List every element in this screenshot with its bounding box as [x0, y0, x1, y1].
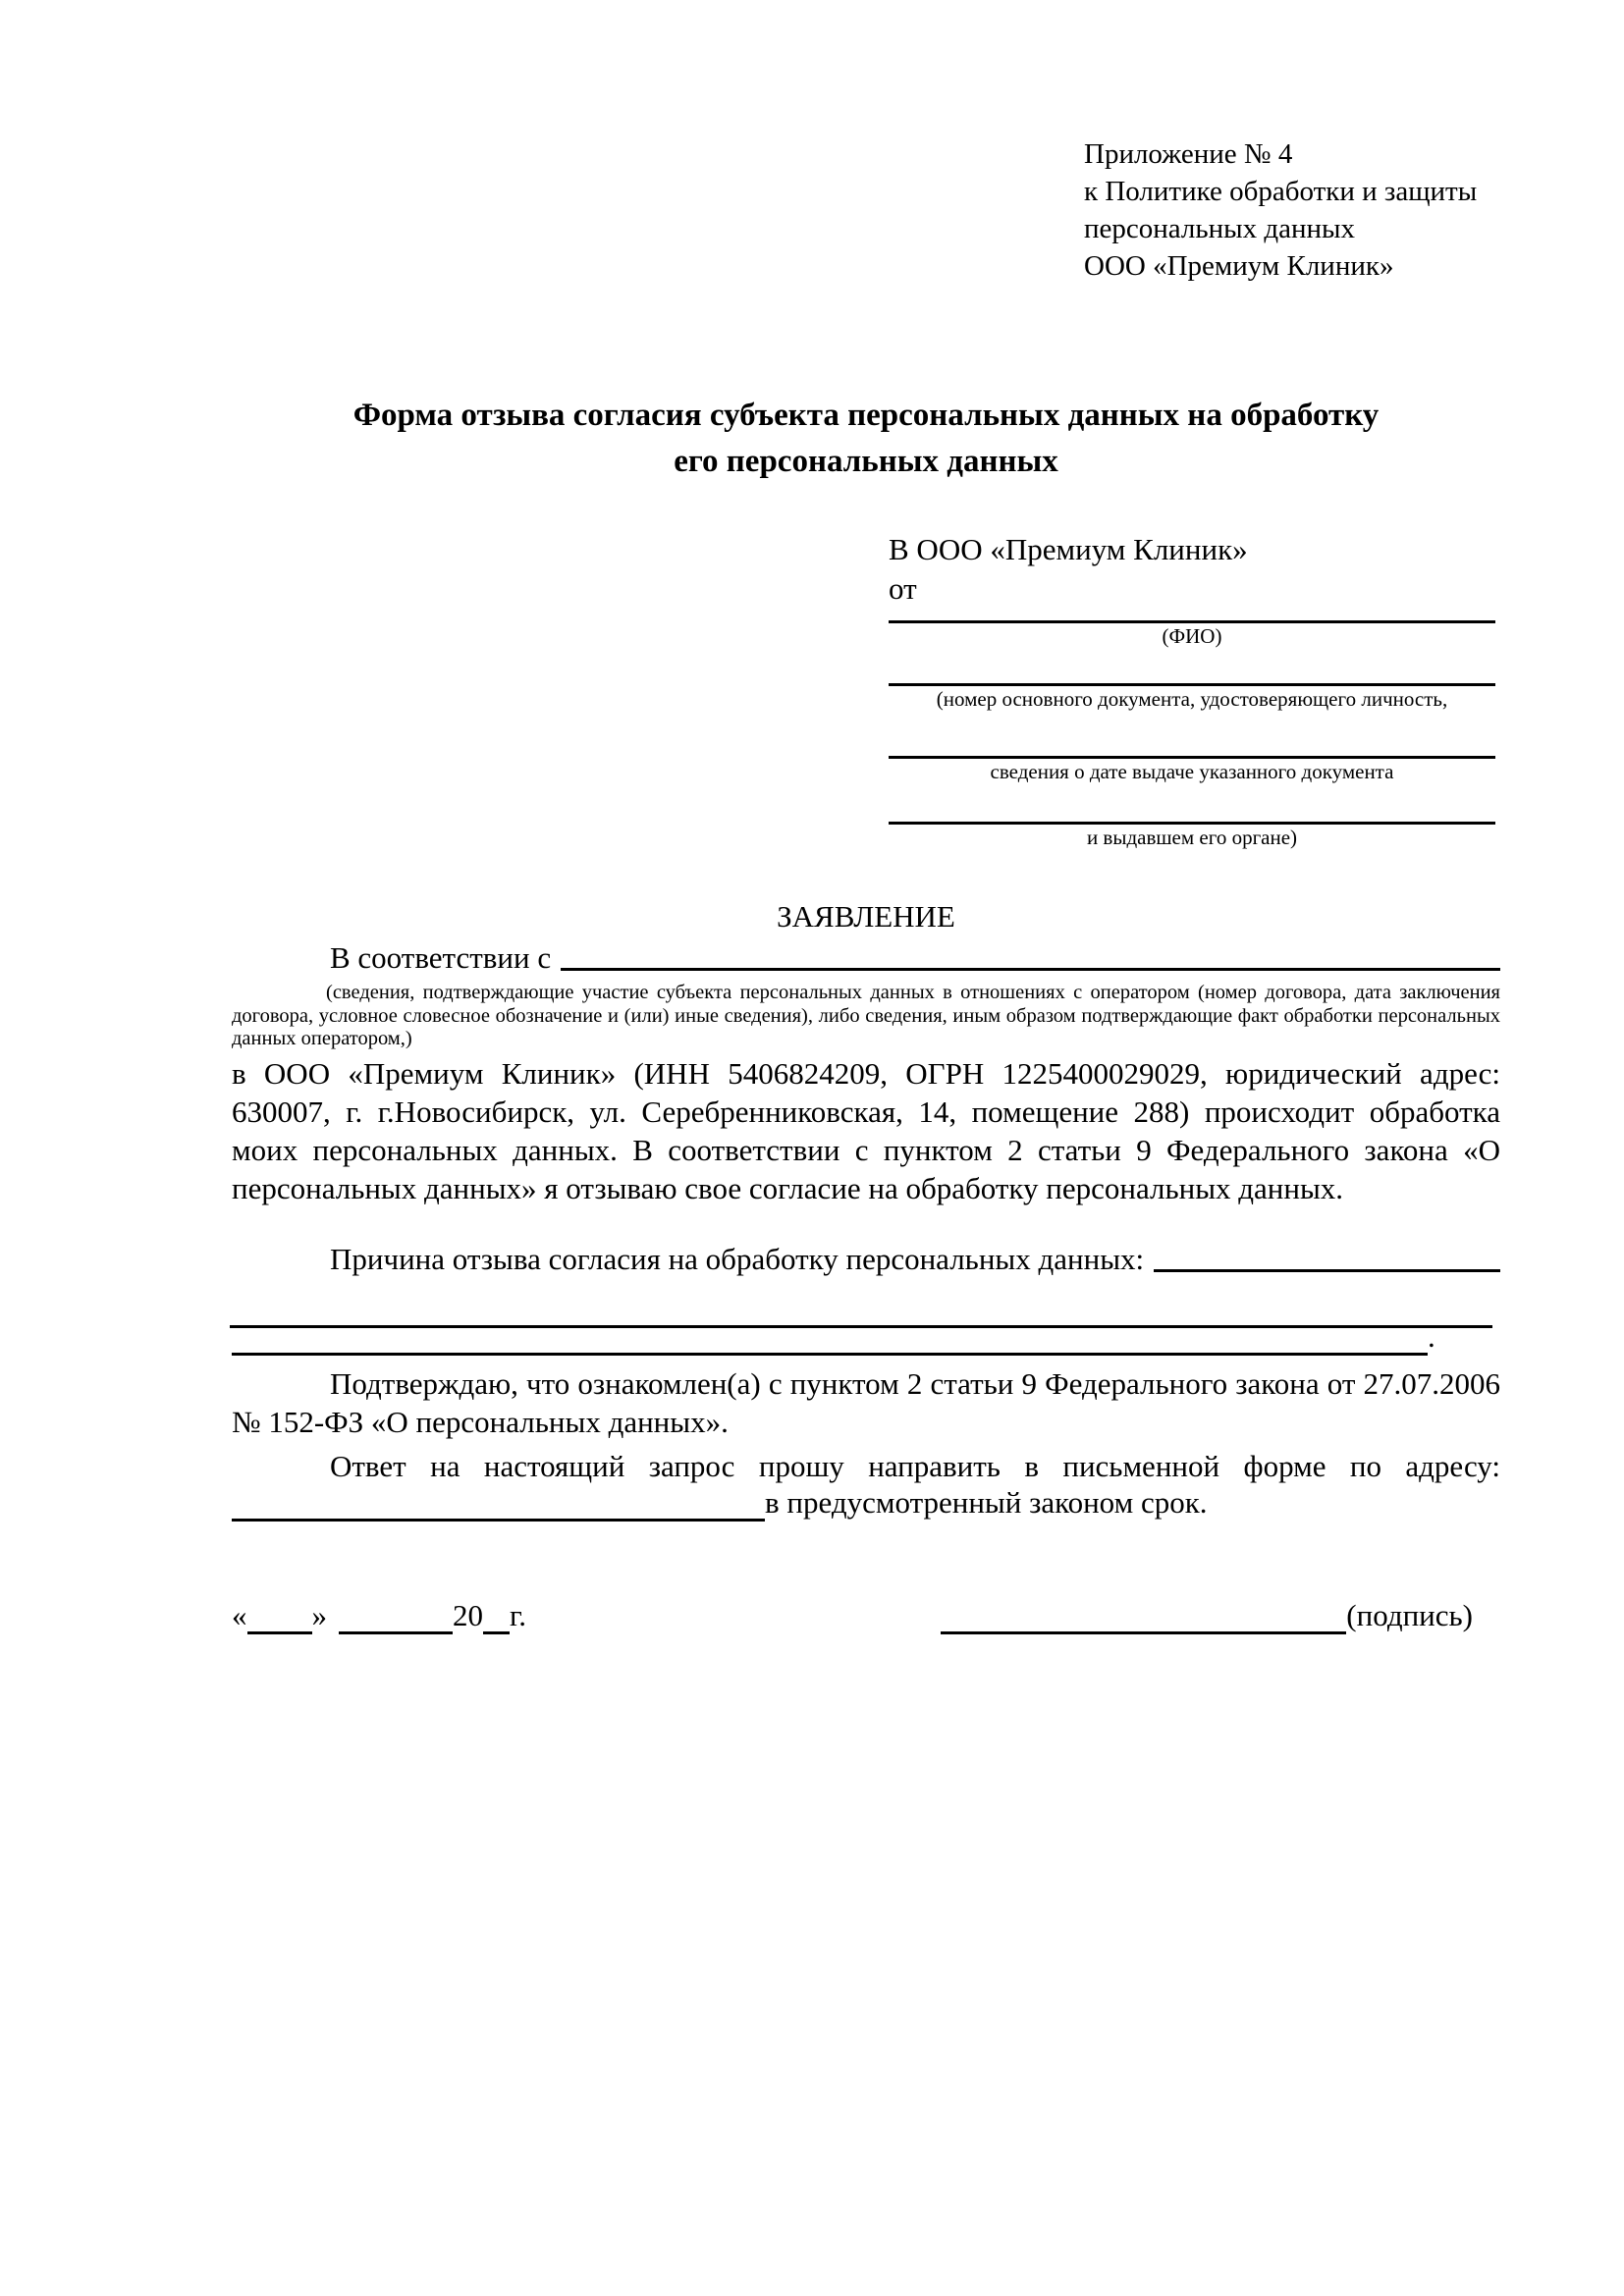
issue-date-blank-line	[889, 712, 1495, 759]
intro-lead: В соответствии с	[330, 940, 552, 975]
appendix-header-line: к Политике обработки и защиты	[1084, 176, 1478, 207]
reason-end-period: .	[1428, 1319, 1435, 1354]
intro-line	[232, 938, 1500, 977]
year-suffix-label: г.	[510, 1598, 526, 1632]
document-title-line: Форма отзыва согласия субъекта персональных данных на обработку	[352, 398, 1380, 433]
reply-tail: в предусмотренный законом срок.	[765, 1485, 1208, 1520]
intro-blank-line	[561, 938, 1500, 971]
open-quote: «	[232, 1598, 247, 1632]
footer-row	[232, 1596, 1500, 1634]
day-blank-line	[247, 1602, 312, 1634]
fio-blank-line	[889, 609, 1495, 623]
document-title-line: его персональных данных	[674, 444, 1058, 479]
reason-line	[232, 1240, 1500, 1278]
document-number-caption: (номер основного документа, удостоверяющего личность,	[936, 687, 1448, 711]
issuing-authority-blank-line	[889, 784, 1495, 825]
issue-date-caption: сведения о дате выдаче указанного документа	[990, 760, 1394, 783]
statement-heading: ЗАЯВЛЕНИЕ	[777, 899, 955, 934]
signature-line	[941, 1596, 1473, 1634]
reply-address-line	[232, 1483, 1500, 1522]
reason-blank-line-2	[232, 1321, 1428, 1356]
date-line	[232, 1596, 526, 1634]
close-quote: »	[311, 1598, 327, 1632]
appendix-header-line: ООО «Премиум Клиник»	[1084, 250, 1394, 282]
signature-blank-line	[941, 1602, 1346, 1634]
body-paragraph: в ООО «Премиум Клиник» (ИНН 5406824209, ОГРН 1225400029029, юридический адрес: 630007, г. г.Новосибирск, ул. Серебренниковская, 14, помещение 288) происходит обработка моих персональных данных. В соответствии с пунктом 2 статьи 9 Федерального закона «О персональных данных» я отзываю свое согласие на обработку персональных данных.	[232, 1056, 1500, 1205]
from-label: от	[889, 571, 917, 606]
document-title	[232, 393, 1500, 485]
issuing-authority-caption: и выдавшем его органе)	[1086, 826, 1298, 849]
reply-lead-line: Ответ на настоящий запрос прошу направить в письменной форме по адресу:	[330, 1449, 1500, 1483]
fio-caption: (ФИО)	[1162, 624, 1222, 648]
confirmation-paragraph: Подтверждаю, что ознакомлен(а) с пунктом 2 статьи 9 Федерального закона от 27.07.2006 № 152-ФЗ «О персональных данных».	[232, 1366, 1500, 1439]
appendix-header	[1084, 135, 1477, 285]
addressee-block	[889, 530, 1495, 850]
year-prefix: 20	[453, 1598, 483, 1632]
reason-blank-row-2	[232, 1319, 1500, 1356]
month-blank-line	[339, 1602, 453, 1634]
operator-note: (сведения, подтверждающие участие субъекта персональных данных в отношениях с оператором (номер договора, дата заключения договора, условное словесное обозначение и (или) иные сведения), либо сведения, иным образом подтверждающие факт обработки персональных данных оператором,)	[232, 982, 1500, 1049]
reason-blank-line	[1154, 1240, 1500, 1272]
appendix-header-line: Приложение № 4	[1084, 138, 1293, 170]
reason-label: Причина отзыва согласия на обработку персональных данных:	[330, 1242, 1145, 1276]
address-blank-line	[232, 1487, 765, 1522]
appendix-header-line: персональных данных	[1084, 213, 1356, 244]
signature-caption: (подпись)	[1346, 1598, 1473, 1632]
document-number-blank-line	[889, 649, 1495, 686]
recipient-line: В ООО «Премиум Клиник»	[889, 532, 1248, 566]
year-blank-line	[483, 1602, 510, 1634]
